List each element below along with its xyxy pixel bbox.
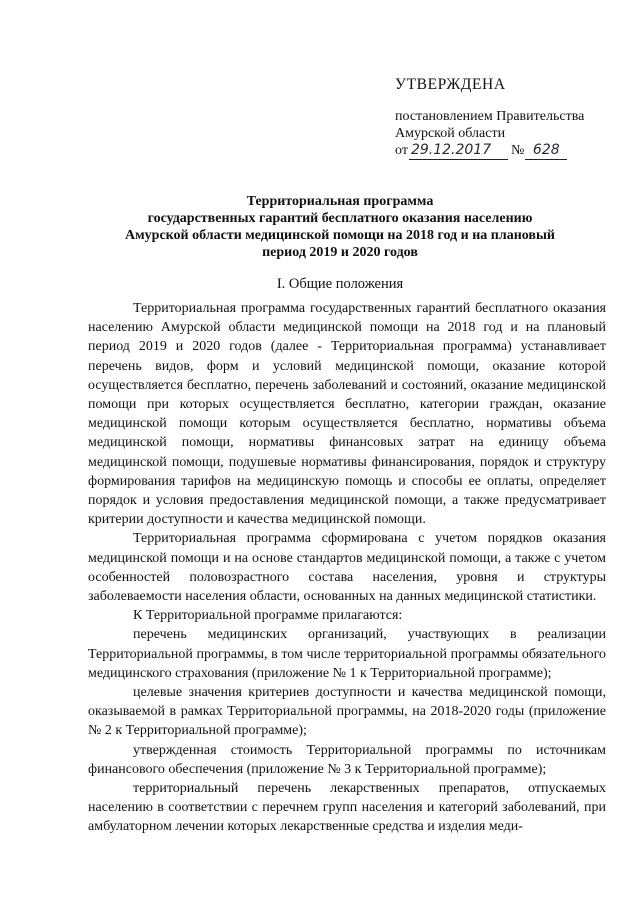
number-label: № <box>510 143 525 158</box>
document-body <box>88 299 606 837</box>
paragraph: территориальный перечень лекарственных препаратов, отпускаемых населению в соответствии с перечнем групп населения и категорий заболеваний, при амбулаторном лечении которых лекарственные средства и изделия меди- <box>88 781 606 835</box>
paragraph: утвержденная стоимость Территориальной программы по источникам финансового обеспечения (приложение № 3 к Территориальной программе); <box>88 742 606 777</box>
approval-date-row <box>395 142 625 160</box>
title-line: Территориальная программа <box>246 194 434 209</box>
title-line: Амурской области медицинской помощи на 2018 год и на плановый <box>125 228 555 243</box>
approval-line-1: постановлением Правительства <box>395 109 585 124</box>
paragraph: целевые значения критериев доступности и качества медицинской помощи, оказываемой в рамках Территориальной программы, на 2018-2020 годы (приложение № 2 к Территориальной программе); <box>88 685 606 739</box>
handwritten-number: 628 <box>525 142 567 160</box>
approval-stamp <box>395 76 625 160</box>
handwritten-date: 29.12.2017 <box>409 142 508 160</box>
paragraph: Территориальная программа государственных гарантий бесплатного оказания населению Амурской области медицинской помощи на 2018 год и на плановый период 2019 и 2020 годов (далее - Территориальная программа) устанавливает перечень видов, форм и условий медицинской помощи, оказание которой осуществляется бесплатно, перечень заболеваний и состояний, оказание медицинской помощи при которых осуществляется бесплатно, категории граждан, оказание медицинской помощи которым осуществляется бесплатно, нормативы объема медицинской помощи, нормативы финансовых затрат на единицу объема медицинской помощи, подушевые нормативы финансирования, порядок и структуру формирования тарифов на медицинскую помощь и способы ее оплаты, определяет порядок и условия предоставления медицинской помощи, а также предусматривает критерии доступности и качества медицинской помощи. <box>88 301 606 528</box>
title-line: период 2019 и 2020 годов <box>262 245 418 260</box>
approval-title: УТВЕРЖДЕНА <box>395 76 506 93</box>
paragraph: К Территориальной программе прилагаются: <box>133 608 403 624</box>
from-label: от <box>395 143 408 158</box>
approval-line-2: Амурской области <box>395 126 506 141</box>
title-line: государственных гарантий бесплатного оказания населению <box>147 211 533 226</box>
document-title <box>60 193 620 261</box>
paragraph: Территориальная программа сформирована с учетом порядков оказания медицинской помощи и на основе стандартов медицинской помощи, а также с учетом особенностей половозрастного состава населения, уровня и структуры заболеваемости населения области, основанных на данных медицинской статистики. <box>88 531 606 605</box>
paragraph: перечень медицинских организаций, участвующих в реализации Территориальной программы, в том числе территориальной программы обязательного медицинского страхования (приложение № 1 к Территориальной программе); <box>88 627 606 681</box>
section-heading: I. Общие положения <box>276 276 404 292</box>
